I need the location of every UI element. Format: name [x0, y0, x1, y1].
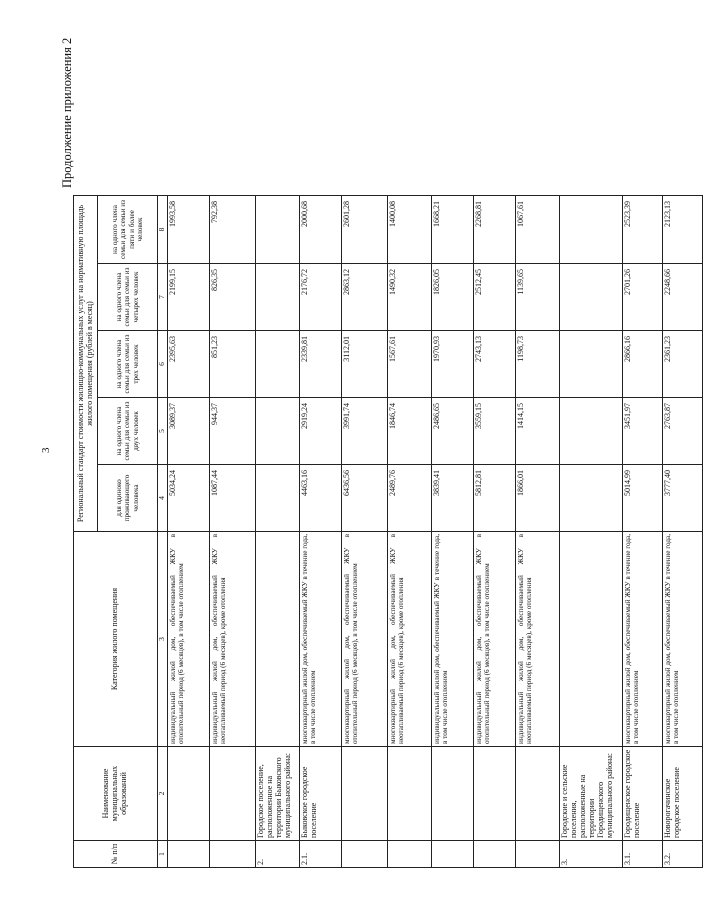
- tariff-value: 851,23: [210, 331, 256, 398]
- tariff-value: 3451,97: [623, 398, 663, 465]
- header-standard: Региональный стандарт стоимости жилищно-коммунальных услуг на нормативную площадь жилого помещения (рублей в месяц): [74, 196, 98, 532]
- tariff-value: 2486,65: [432, 398, 474, 465]
- tariff-value: 2863,12: [342, 264, 388, 331]
- tariff-value: 2123,13: [663, 196, 703, 264]
- municipality-name: Городские и сельские поселения, расположенные на территории Городищенского муниципального района:: [560, 747, 623, 841]
- tariff-value: 2701,26: [623, 264, 663, 331]
- municipality-name: [168, 747, 210, 841]
- tariff-value: 5034,24: [168, 465, 210, 532]
- table-row: [474, 196, 516, 868]
- column-number: 6: [158, 331, 168, 398]
- page-number: 3: [40, 447, 52, 453]
- table-body: [168, 196, 703, 868]
- header-sub-col: на одного члена семьи для семьи из трех человек: [98, 331, 158, 398]
- municipality-name: Новорогачинское городское поселение: [663, 747, 703, 841]
- row-number: [168, 841, 210, 868]
- header-no: № п/п: [74, 841, 158, 868]
- municipality-name: Городское поселение, расположенное на территории Быковского муниципального района:: [256, 747, 300, 841]
- tariff-value: 1400,08: [388, 196, 432, 264]
- tariff-value: 3839,41: [432, 465, 474, 532]
- housing-category: многоквартирный жилой дом, обеспечиваемый ЖКУ в течение года, в том числе отоплением: [623, 532, 663, 747]
- tariff-value: [256, 465, 300, 532]
- row-number: [516, 841, 560, 868]
- housing-category: [560, 532, 623, 747]
- tariff-value: 2268,81: [474, 196, 516, 264]
- tariff-value: 2866,16: [623, 331, 663, 398]
- tariff-value: 2763,87: [663, 398, 703, 465]
- tariff-value: 1993,58: [168, 196, 210, 264]
- header-sub-col: для одиноко проживающего человека: [98, 465, 158, 532]
- header-category: Категория жилого помещения: [74, 532, 158, 747]
- tariff-value: 3559,15: [474, 398, 516, 465]
- tariff-value: 1198,73: [516, 331, 560, 398]
- housing-category: индивидуальный жилой дом, обеспечиваемый ЖКУ в неотапливаемый период (6 месяцев), кроме отопления: [210, 532, 256, 747]
- municipality-name: [432, 747, 474, 841]
- table-row: [342, 196, 388, 868]
- header-sub-col: на одного члена семьи для семьи из двух человек: [98, 398, 158, 465]
- tariff-value: [256, 398, 300, 465]
- housing-category: многоквартирный жилой дом, обеспечиваемый ЖКУ в течение года, в том числе отоплением: [300, 532, 342, 747]
- tariff-value: 4463,16: [300, 465, 342, 532]
- column-number: 8: [158, 196, 168, 264]
- row-number: 2.1.: [300, 841, 342, 868]
- tariff-value: 1668,21: [432, 196, 474, 264]
- column-number: 3: [158, 532, 168, 747]
- housing-category: многоквартирный жилой дом, обеспечиваемый ЖКУ в течение года, в том числе отоплением: [663, 532, 703, 747]
- column-number: 5: [158, 398, 168, 465]
- tariff-value: 2489,76: [388, 465, 432, 532]
- municipality-name: Быковское городское поселение: [300, 747, 342, 841]
- table-row: [663, 196, 703, 868]
- tariff-value: [560, 331, 623, 398]
- table-row: [516, 196, 560, 868]
- tariff-table: [73, 195, 703, 868]
- municipality-name: Городищенское городское поселение: [623, 747, 663, 841]
- tariff-value: 3777,40: [663, 465, 703, 532]
- tariff-value: 1970,93: [432, 331, 474, 398]
- tariff-value: 5014,99: [623, 465, 663, 532]
- municipality-name: [388, 747, 432, 841]
- tariff-value: 1087,44: [210, 465, 256, 532]
- tariff-value: 1067,61: [516, 196, 560, 264]
- housing-category: индивидуальный жилой дом, обеспечиваемый ЖКУ в отопительный период (6 месяцев), в том числе отоплением: [168, 532, 210, 747]
- row-number: 3.2.: [663, 841, 703, 868]
- tariff-value: 6436,56: [342, 465, 388, 532]
- tariff-value: 2199,15: [168, 264, 210, 331]
- municipality-name: [342, 747, 388, 841]
- table-row: [388, 196, 432, 868]
- municipality-name: [210, 747, 256, 841]
- tariff-value: 2523,39: [623, 196, 663, 264]
- tariff-value: [560, 196, 623, 264]
- header-sub-col: на одного члена семьи для семьи из пяти и более человек: [98, 196, 158, 264]
- tariff-value: 2176,72: [300, 264, 342, 331]
- housing-category: многоквартирный жилой дом, обеспечиваемый ЖКУ в отопительный период (6 месяцев), в том числе отоплением: [342, 532, 388, 747]
- tariff-value: 1490,32: [388, 264, 432, 331]
- header-sub-col: на одного члена семьи для семьи из четырех человек: [98, 264, 158, 331]
- tariff-value: 1846,74: [388, 398, 432, 465]
- row-number: 3.: [560, 841, 623, 868]
- tariff-value: 2339,81: [300, 331, 342, 398]
- housing-category: индивидуальный жилой дом, обеспечиваемый ЖКУ в неотапливаемый период (6 месяцев), кроме отопления: [516, 532, 560, 747]
- tariff-value: [560, 465, 623, 532]
- row-number: [474, 841, 516, 868]
- table-row: [168, 196, 210, 868]
- housing-category: [256, 532, 300, 747]
- municipality-name: [516, 747, 560, 841]
- header-name: Наименование муниципальных образований: [74, 747, 158, 841]
- tariff-value: 3089,37: [168, 398, 210, 465]
- tariff-value: 1139,65: [516, 264, 560, 331]
- row-number: [432, 841, 474, 868]
- housing-category: индивидуальный жилой дом, обеспечиваемый ЖКУ в течение года, в том числе отоплением: [432, 532, 474, 747]
- table-row: [432, 196, 474, 868]
- tariff-value: 2743,13: [474, 331, 516, 398]
- column-number: 4: [158, 465, 168, 532]
- row-number: 3.1.: [623, 841, 663, 868]
- tariff-value: 2248,66: [663, 264, 703, 331]
- table-row: [300, 196, 342, 868]
- tariff-value: 1567,61: [388, 331, 432, 398]
- row-number: 2.: [256, 841, 300, 868]
- tariff-value: 2919,24: [300, 398, 342, 465]
- column-number: 2: [158, 747, 168, 841]
- table-row: [256, 196, 300, 868]
- tariff-value: 1826,05: [432, 264, 474, 331]
- appendix-title: Продолжение приложения 2: [60, 37, 74, 188]
- tariff-value: 3991,74: [342, 398, 388, 465]
- column-number: 7: [158, 264, 168, 331]
- tariff-value: [256, 264, 300, 331]
- row-number: [210, 841, 256, 868]
- tariff-value: 2361,23: [663, 331, 703, 398]
- table-row: [210, 196, 256, 868]
- tariff-value: [560, 264, 623, 331]
- tariff-value: 3112,01: [342, 331, 388, 398]
- tariff-value: 5812,81: [474, 465, 516, 532]
- tariff-value: [560, 398, 623, 465]
- tariff-value: 792,38: [210, 196, 256, 264]
- tariff-value: 944,37: [210, 398, 256, 465]
- housing-category: индивидуальный жилой дом, обеспечиваемый ЖКУ в отопительный период (6 месяцев), в том числе отоплением: [474, 532, 516, 747]
- tariff-value: [256, 196, 300, 264]
- table-row: [560, 196, 623, 868]
- tariff-value: 2395,63: [168, 331, 210, 398]
- tariff-value: 2000,68: [300, 196, 342, 264]
- tariff-value: 2512,45: [474, 264, 516, 331]
- housing-category: многоквартирный жилой дом, обеспечиваемый ЖКУ в неотапливаемый период (6 месяцев), кроме отопления: [388, 532, 432, 747]
- tariff-value: 2601,28: [342, 196, 388, 264]
- table-row: [623, 196, 663, 868]
- tariff-value: [256, 331, 300, 398]
- tariff-value: 1866,01: [516, 465, 560, 532]
- row-number: [388, 841, 432, 868]
- municipality-name: [474, 747, 516, 841]
- row-number: [342, 841, 388, 868]
- tariff-value: 1414,15: [516, 398, 560, 465]
- tariff-value: 826,35: [210, 264, 256, 331]
- column-number: 1: [158, 841, 168, 868]
